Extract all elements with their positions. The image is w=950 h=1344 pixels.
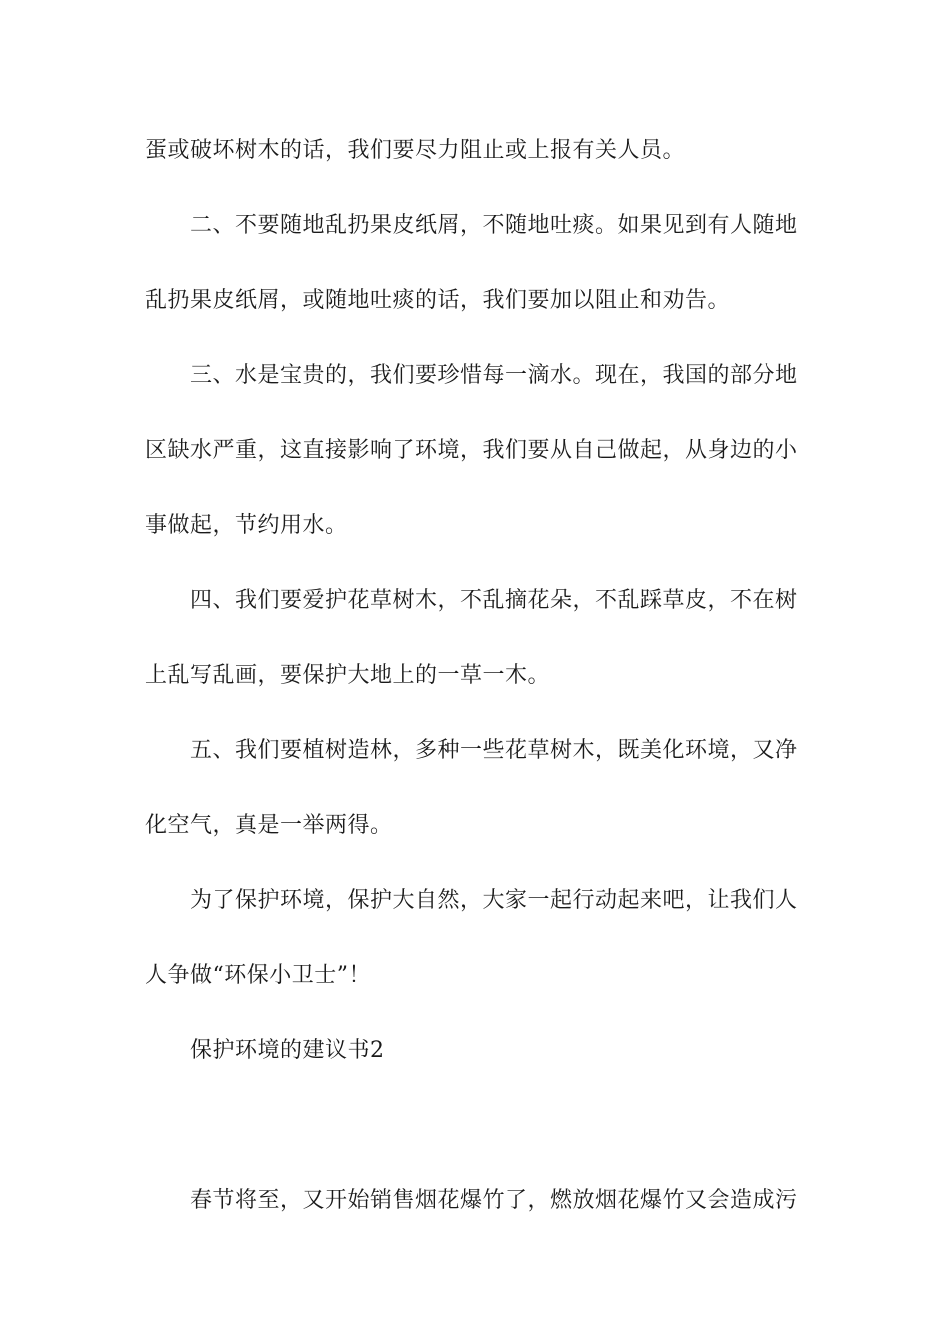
paragraph-line: 人争做“环保小卫士”！ [145,963,371,988]
paragraph-line: 区缺水严重，这直接影响了环境，我们要从自己做起，从身边的小 [145,438,798,463]
paragraph-line: 春节将至，又开始销售烟花爆竹了，燃放烟花爆竹又会造成污 [190,1188,798,1213]
paragraph-line: 化空气，真是一举两得。 [145,813,393,838]
paragraph-line: 五、我们要植树造林，多种一些花草树木，既美化环境，又净 [190,738,798,763]
paragraph-line: 为了保护环境，保护大自然，大家一起行动起来吧，让我们人 [190,888,798,913]
paragraph-line: 二、不要随地乱扔果皮纸屑，不随地吐痰。如果见到有人随地 [190,213,798,238]
section-heading: 保护环境的建议书2 [190,1038,385,1063]
paragraph-line: 乱扔果皮纸屑，或随地吐痰的话，我们要加以阻止和劝告。 [145,288,731,313]
paragraph-line: 上乱写乱画，要保护大地上的一草一木。 [145,663,551,688]
paragraph-line: 三、水是宝贵的，我们要珍惜每一滴水。现在，我国的部分地 [190,363,798,388]
paragraph-line: 四、我们要爱护花草树木，不乱摘花朵，不乱踩草皮，不在树 [190,588,798,613]
paragraph-line: 蛋或破坏树木的话，我们要尽力阻止或上报有关人员。 [145,138,686,163]
paragraph-line: 事做起，节约用水。 [145,513,348,538]
